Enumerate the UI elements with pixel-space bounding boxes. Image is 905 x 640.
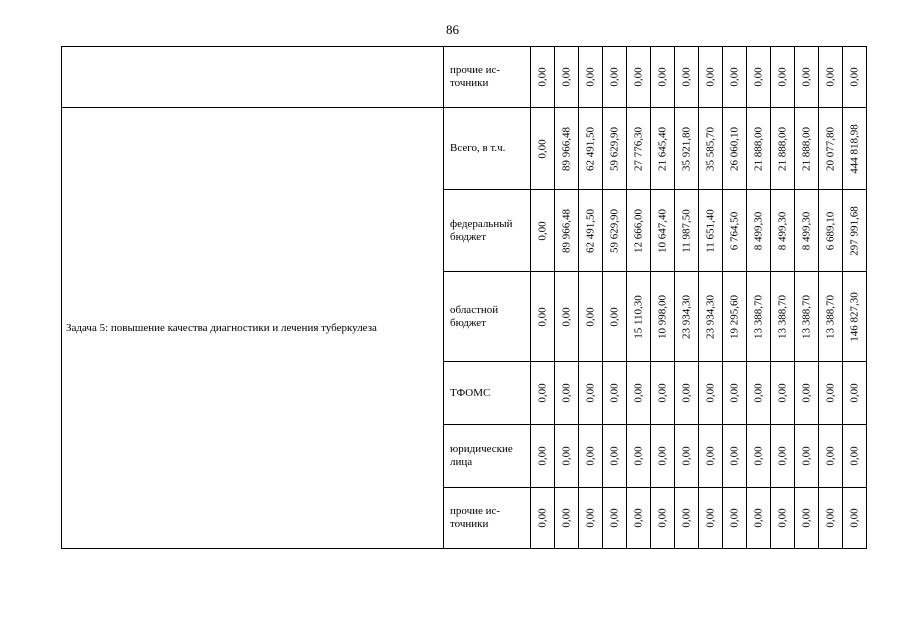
value-text: 11 651,40	[704, 208, 716, 253]
value-text: 89 966,48	[560, 208, 572, 253]
value-text: 0,00	[656, 446, 668, 466]
value-cell	[699, 190, 723, 272]
value-cell	[843, 272, 867, 362]
value-cell	[795, 362, 819, 425]
value-cell	[795, 190, 819, 272]
value-text: 0,00	[632, 446, 644, 466]
value-text: 0,00	[680, 446, 692, 466]
value-cell	[603, 190, 627, 272]
value-cell	[603, 108, 627, 190]
table-row	[62, 108, 867, 190]
value-text: 0,00	[824, 383, 836, 403]
value-text: 0,00	[608, 508, 620, 528]
value-text: 12 666,00	[632, 208, 644, 253]
value-text: 0,00	[632, 67, 644, 87]
value-cell	[699, 488, 723, 549]
value-text: 62 491,50	[584, 126, 596, 171]
value-cell	[555, 425, 579, 488]
value-text: 0,00	[848, 508, 860, 528]
value-cell	[843, 488, 867, 549]
value-text: 0,00	[752, 508, 764, 528]
value-text: 35 585,70	[704, 126, 716, 171]
value-cell	[819, 190, 843, 272]
value-cell	[699, 362, 723, 425]
value-cell	[819, 272, 843, 362]
value-cell	[651, 108, 675, 190]
value-text: 19 295,60	[728, 294, 740, 339]
value-cell	[699, 425, 723, 488]
value-text: 0,00	[752, 383, 764, 403]
value-cell	[723, 425, 747, 488]
value-text: 0,00	[560, 383, 572, 403]
value-cell	[843, 108, 867, 190]
value-text: 0,00	[656, 383, 668, 403]
value-cell	[747, 488, 771, 549]
value-text: 0,00	[704, 67, 716, 87]
value-text: 0,00	[608, 306, 620, 327]
value-cell	[531, 47, 555, 108]
value-text: 0,00	[536, 446, 548, 466]
value-text: 89 966,48	[560, 126, 572, 171]
value-cell	[843, 47, 867, 108]
value-cell	[723, 190, 747, 272]
value-cell	[819, 47, 843, 108]
value-text: 62 491,50	[584, 208, 596, 253]
value-text: 0,00	[536, 67, 548, 87]
value-cell	[819, 108, 843, 190]
value-cell	[555, 488, 579, 549]
value-text: 0,00	[560, 306, 572, 327]
value-cell	[579, 488, 603, 549]
value-cell	[843, 362, 867, 425]
value-cell	[579, 425, 603, 488]
value-cell	[555, 47, 579, 108]
value-text: 23 934,30	[680, 294, 692, 339]
value-cell	[723, 488, 747, 549]
value-text: 59 629,90	[608, 126, 620, 171]
value-cell	[675, 272, 699, 362]
value-cell	[603, 47, 627, 108]
value-text: 0,00	[584, 67, 596, 87]
value-cell	[747, 190, 771, 272]
value-cell	[699, 108, 723, 190]
value-text: 0,00	[536, 508, 548, 528]
value-text: 0,00	[776, 383, 788, 403]
value-cell	[843, 190, 867, 272]
value-cell	[603, 425, 627, 488]
value-cell	[771, 272, 795, 362]
value-text: 0,00	[584, 508, 596, 528]
value-cell	[723, 272, 747, 362]
value-cell	[651, 362, 675, 425]
value-text: 0,00	[560, 67, 572, 87]
value-text: 0,00	[800, 508, 812, 528]
value-text: 35 921,80	[680, 126, 692, 171]
value-cell	[771, 425, 795, 488]
value-text: 0,00	[752, 446, 764, 466]
value-text: 0,00	[632, 383, 644, 403]
value-text: 0,00	[800, 446, 812, 466]
value-text: 0,00	[800, 383, 812, 403]
value-text: 0,00	[824, 446, 836, 466]
value-cell	[771, 362, 795, 425]
budget-table	[61, 46, 867, 549]
value-text: 0,00	[704, 446, 716, 466]
value-cell	[795, 47, 819, 108]
value-text: 0,00	[584, 383, 596, 403]
value-text: 0,00	[824, 67, 836, 87]
value-cell	[651, 190, 675, 272]
value-cell	[627, 362, 651, 425]
value-cell	[603, 488, 627, 549]
value-cell	[579, 108, 603, 190]
value-text: 23 934,30	[704, 294, 716, 339]
value-cell	[675, 47, 699, 108]
value-cell	[819, 362, 843, 425]
value-cell	[747, 108, 771, 190]
value-text: 21 888,00	[800, 126, 812, 171]
value-text: 0,00	[536, 138, 548, 159]
value-cell	[603, 362, 627, 425]
value-cell	[819, 425, 843, 488]
value-text: 26 060,10	[728, 126, 740, 171]
value-cell	[675, 362, 699, 425]
value-cell	[579, 47, 603, 108]
value-cell	[555, 362, 579, 425]
value-text: 0,00	[728, 67, 740, 87]
value-text: 146 827,30	[848, 291, 860, 342]
value-text: 444 818,98	[848, 123, 860, 174]
value-cell	[531, 425, 555, 488]
value-text: 0,00	[728, 508, 740, 528]
value-cell	[795, 425, 819, 488]
value-text: 6 689,10	[824, 211, 836, 250]
funding-source-label: прочие ис- точники	[444, 47, 531, 108]
value-cell	[531, 362, 555, 425]
value-cell	[771, 47, 795, 108]
value-cell	[747, 272, 771, 362]
value-text: 0,00	[824, 508, 836, 528]
value-text: 13 388,70	[776, 294, 788, 339]
value-text: 10 998,00	[656, 294, 668, 339]
value-text: 15 110,30	[632, 294, 644, 339]
value-cell	[795, 272, 819, 362]
value-text: 0,00	[704, 508, 716, 528]
value-cell	[627, 272, 651, 362]
value-cell	[723, 108, 747, 190]
value-text: 0,00	[728, 383, 740, 403]
value-cell	[747, 47, 771, 108]
value-text: 21 888,00	[752, 126, 764, 171]
task-label: Задача 5: повышение качества диагностики и лечения туберкулеза	[62, 108, 444, 549]
value-cell	[531, 488, 555, 549]
value-text: 0,00	[632, 508, 644, 528]
value-text: 0,00	[848, 446, 860, 466]
value-text: 0,00	[728, 446, 740, 466]
value-cell	[651, 425, 675, 488]
value-cell	[651, 488, 675, 549]
value-text: 59 629,90	[608, 208, 620, 253]
value-cell	[651, 47, 675, 108]
value-text: 8 499,30	[776, 211, 788, 250]
value-text: 13 388,70	[800, 294, 812, 339]
funding-source-label: прочие ис- точники	[444, 488, 531, 549]
value-text: 297 991,68	[848, 205, 860, 256]
value-text: 21 645,40	[656, 126, 668, 171]
value-text: 0,00	[584, 446, 596, 466]
value-text: 27 776,30	[632, 126, 644, 171]
value-cell	[579, 362, 603, 425]
value-text: 8 499,30	[752, 211, 764, 250]
value-text: 0,00	[656, 67, 668, 87]
value-cell	[723, 362, 747, 425]
value-cell	[675, 425, 699, 488]
value-text: 13 388,70	[752, 294, 764, 339]
value-cell	[675, 488, 699, 549]
page-number: 86	[446, 22, 459, 37]
value-cell	[555, 108, 579, 190]
value-cell	[795, 488, 819, 549]
value-cell	[603, 272, 627, 362]
value-cell	[651, 272, 675, 362]
value-cell	[747, 425, 771, 488]
funding-source-label: ТФОМС	[444, 362, 531, 425]
value-text: 21 888,00	[776, 126, 788, 171]
value-text: 0,00	[776, 508, 788, 528]
value-text: 0,00	[656, 508, 668, 528]
value-text: 0,00	[560, 508, 572, 528]
value-cell	[675, 190, 699, 272]
value-cell	[627, 47, 651, 108]
funding-source-label: юридические лица	[444, 425, 531, 488]
value-text: 0,00	[680, 508, 692, 528]
value-cell	[843, 425, 867, 488]
value-cell	[627, 425, 651, 488]
value-cell	[531, 190, 555, 272]
value-text: 0,00	[560, 446, 572, 466]
value-text: 8 499,30	[800, 211, 812, 250]
value-text: 0,00	[776, 67, 788, 87]
value-text: 0,00	[608, 383, 620, 403]
value-cell	[579, 272, 603, 362]
value-text: 0,00	[536, 306, 548, 327]
value-cell	[699, 47, 723, 108]
funding-source-label: Всего, в т.ч.	[444, 108, 531, 190]
budget-table-body	[62, 47, 867, 549]
value-text: 0,00	[608, 446, 620, 466]
value-text: 0,00	[800, 67, 812, 87]
table-row	[62, 47, 867, 108]
value-cell	[555, 272, 579, 362]
value-text: 13 388,70	[824, 294, 836, 339]
value-cell	[627, 108, 651, 190]
value-cell	[531, 108, 555, 190]
value-text: 0,00	[680, 383, 692, 403]
value-cell	[771, 488, 795, 549]
value-text: 0,00	[752, 67, 764, 87]
value-text: 0,00	[536, 220, 548, 241]
value-text: 0,00	[608, 67, 620, 87]
value-cell	[627, 190, 651, 272]
value-cell	[555, 190, 579, 272]
value-text: 0,00	[704, 383, 716, 403]
value-cell	[747, 362, 771, 425]
value-cell	[627, 488, 651, 549]
value-text: 11 987,50	[680, 208, 692, 253]
value-cell	[795, 108, 819, 190]
funding-source-label: областной бюджет	[444, 272, 531, 362]
value-text: 20 077,80	[824, 126, 836, 171]
value-cell	[699, 272, 723, 362]
value-cell	[723, 47, 747, 108]
value-text: 10 647,40	[656, 208, 668, 253]
value-cell	[819, 488, 843, 549]
value-cell	[675, 108, 699, 190]
value-cell	[579, 190, 603, 272]
value-text: 6 764,50	[728, 211, 740, 250]
value-text: 0,00	[536, 383, 548, 403]
empty-task-cell	[62, 47, 444, 108]
value-text: 0,00	[680, 67, 692, 87]
value-text: 0,00	[584, 306, 596, 327]
value-text: 0,00	[848, 67, 860, 87]
value-text: 0,00	[776, 446, 788, 466]
value-cell	[771, 108, 795, 190]
funding-source-label: федеральный бюджет	[444, 190, 531, 272]
value-cell	[771, 190, 795, 272]
value-cell	[531, 272, 555, 362]
value-text: 0,00	[848, 383, 860, 403]
